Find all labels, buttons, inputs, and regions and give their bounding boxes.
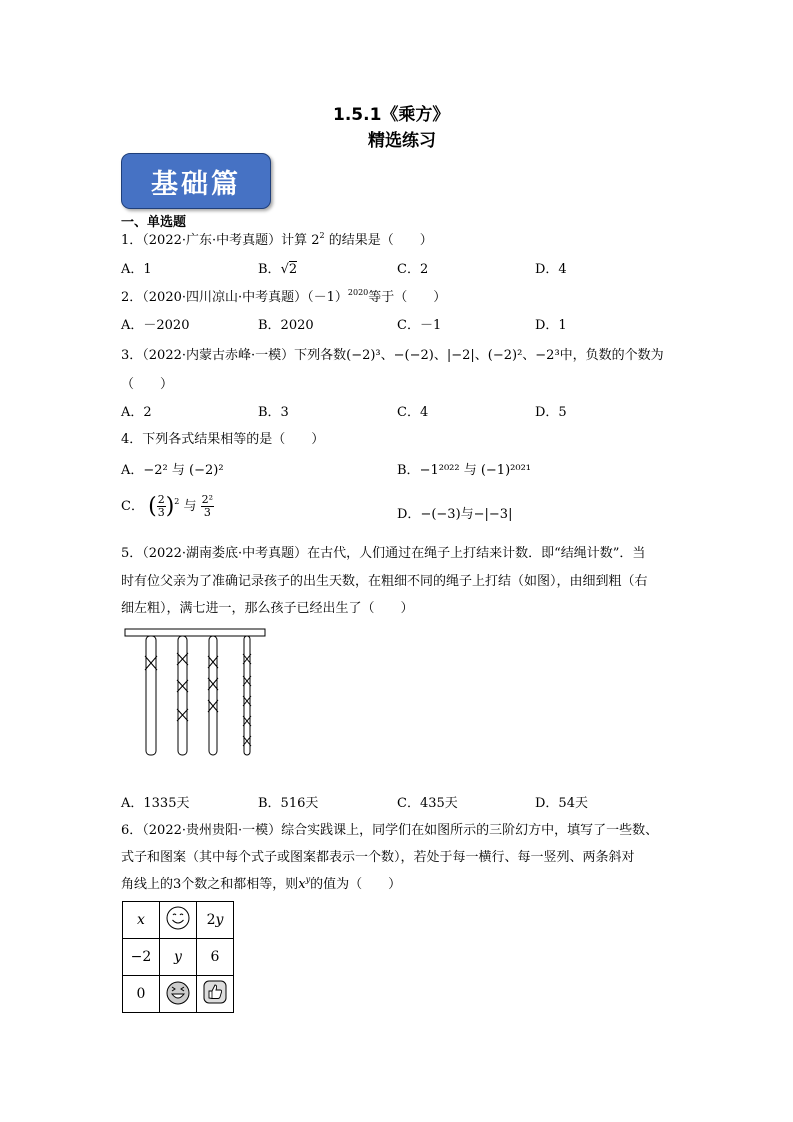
q6-line2: 式子和图案（其中每个式子或图案都表示一个数），若处于每一横行、每一竖列、两条斜对 bbox=[121, 850, 635, 865]
q3-option-d[interactable]: D．5 bbox=[535, 405, 567, 420]
q6-line3b: 的值为（ ） bbox=[310, 877, 402, 892]
question-4: 4．下列各式结果相等的是（ ） bbox=[121, 432, 325, 447]
q5-option-b[interactable]: B．516天 bbox=[258, 796, 319, 811]
smiley-icon bbox=[165, 905, 191, 931]
q2-option-b[interactable]: B．2020 bbox=[258, 318, 314, 333]
q3-option-a[interactable]: A．2 bbox=[121, 405, 152, 420]
q4-option-d-label: D． bbox=[397, 507, 421, 522]
rope-bar bbox=[125, 629, 265, 636]
q5-option-a[interactable]: A．1335天 bbox=[121, 796, 190, 811]
q4-option-c-tail: 与 bbox=[183, 499, 197, 514]
cell-r2c3: 6 bbox=[197, 939, 234, 976]
q5-option-d[interactable]: D．54天 bbox=[535, 796, 588, 811]
q6-exp: y bbox=[305, 875, 311, 884]
rope-4 bbox=[244, 636, 250, 755]
q4-fraction-2: $\frac{\text{2²}}{3}$ bbox=[201, 493, 214, 519]
q6-var: x bbox=[298, 877, 306, 892]
knots bbox=[145, 653, 251, 746]
knot-rope-figure bbox=[122, 626, 272, 761]
q6-line3 bbox=[121, 873, 401, 892]
q2-text-b: 等于（ ） bbox=[368, 290, 447, 305]
question-1 bbox=[121, 229, 433, 248]
q3-option-b[interactable]: B．3 bbox=[258, 405, 289, 420]
sqrt-icon: √ bbox=[280, 262, 289, 277]
q2-option-c[interactable]: C．－1 bbox=[397, 318, 442, 333]
cell-r3c3 bbox=[197, 976, 234, 1013]
thumbs-up-icon bbox=[201, 978, 229, 1006]
q4-option-b-label: B． bbox=[397, 463, 420, 478]
question-2 bbox=[121, 286, 446, 305]
q3-text-a: 3．（2022·内蒙古赤峰·一模）下列各数 bbox=[121, 348, 347, 363]
page-subtitle: 精选练习 bbox=[368, 131, 436, 151]
laughing-face-icon bbox=[164, 978, 192, 1006]
q1-option-b[interactable] bbox=[258, 258, 297, 277]
q1-sqrt-value: 2 bbox=[288, 262, 298, 277]
section-title: 一、单选题 bbox=[121, 215, 187, 230]
cell-r1c2 bbox=[160, 902, 197, 939]
level-banner: 基础篇 bbox=[121, 153, 271, 209]
q5-line2: 时有位父亲为了准确记录孩子的出生天数，在粗细不同的绳子上打结（如图），由细到粗（右 bbox=[121, 574, 648, 589]
q1-base: 2 bbox=[311, 233, 320, 248]
cell-r1c3: 2y bbox=[197, 902, 234, 939]
cell-r3c1: 0 bbox=[123, 976, 160, 1013]
q4-option-a-expr: −2² 与 (−2)² bbox=[143, 463, 224, 478]
rope-1 bbox=[146, 636, 156, 755]
cell-r3c2 bbox=[160, 976, 197, 1013]
q1-option-c[interactable]: C．2 bbox=[397, 262, 429, 277]
q2-option-a[interactable]: A．－2020 bbox=[121, 318, 190, 333]
q4-option-b-expr: −1²⁰²² 与 (−1)²⁰²¹ bbox=[419, 463, 531, 478]
q1-option-a[interactable]: A．1 bbox=[121, 262, 152, 277]
q1-option-d[interactable]: D．4 bbox=[535, 262, 567, 277]
q4-option-c-label: C． bbox=[121, 499, 144, 514]
q2-exp: 2020 bbox=[347, 288, 369, 297]
q3-line2: （ ） bbox=[121, 377, 174, 392]
q2-text-a: 2．（2020·四川凉山·中考真题）（－1） bbox=[121, 290, 348, 305]
cell-r2c2: y bbox=[160, 939, 197, 976]
rope-2 bbox=[178, 636, 187, 755]
q5-line1: 5．（2022·湖南娄底·中考真题）在古代，人们通过在绳子上打结来计数．即“结绳计数”．当 bbox=[121, 546, 646, 561]
q4-option-a-label: A． bbox=[121, 463, 144, 478]
q6-line3a: 角线上的3个数之和都相等，则 bbox=[121, 877, 299, 892]
cell-r1c1: x bbox=[123, 902, 160, 939]
q1-text-a: 1．（2022·广东·中考真题）计算 bbox=[121, 233, 308, 248]
q5-line3: 细左粗），满七进一，那么孩子已经出生了（ ） bbox=[121, 601, 414, 616]
q1-option-b-label: B． bbox=[258, 262, 281, 277]
page-title: 1.5.1《乘方》 bbox=[333, 105, 450, 125]
q4-fraction-1: $\frac{2}{3}$ bbox=[157, 493, 165, 519]
question-3 bbox=[121, 344, 664, 363]
q4-option-d[interactable] bbox=[397, 503, 512, 522]
cell-r2c1: −2 bbox=[123, 939, 160, 976]
right-paren: ) bbox=[165, 494, 175, 519]
q3-option-c[interactable]: C．4 bbox=[397, 405, 429, 420]
q1-exp: 2 bbox=[319, 231, 325, 240]
q4-option-a[interactable] bbox=[121, 459, 224, 478]
q3-text-b: 中，负数的个数为 bbox=[559, 348, 664, 363]
q3-expr: (−2)³、−(−2)、|−2|、(−2)²、−2³ bbox=[346, 348, 560, 363]
q6-line1: 6．（2022·贵州贵阳·一模）综合实践课上，同学们在如图所示的三阶幻方中，填写了一些数、 bbox=[121, 823, 659, 838]
q4-option-d-expr: −(−3)与−|−3| bbox=[420, 507, 513, 522]
q5-option-c[interactable]: C．435天 bbox=[397, 796, 458, 811]
q1-text-b: 的结果是（ ） bbox=[328, 233, 433, 248]
q2-option-d[interactable]: D．1 bbox=[535, 318, 567, 333]
q4-option-b[interactable] bbox=[397, 459, 531, 478]
left-paren: ( bbox=[148, 494, 157, 519]
magic-square bbox=[122, 901, 234, 1013]
q4-option-c[interactable]: C． ( $\frac{2}{3}$ )$^2$ 与 $\frac{\text{2²}}{3}$ bbox=[121, 493, 214, 519]
rope-3 bbox=[209, 636, 217, 755]
